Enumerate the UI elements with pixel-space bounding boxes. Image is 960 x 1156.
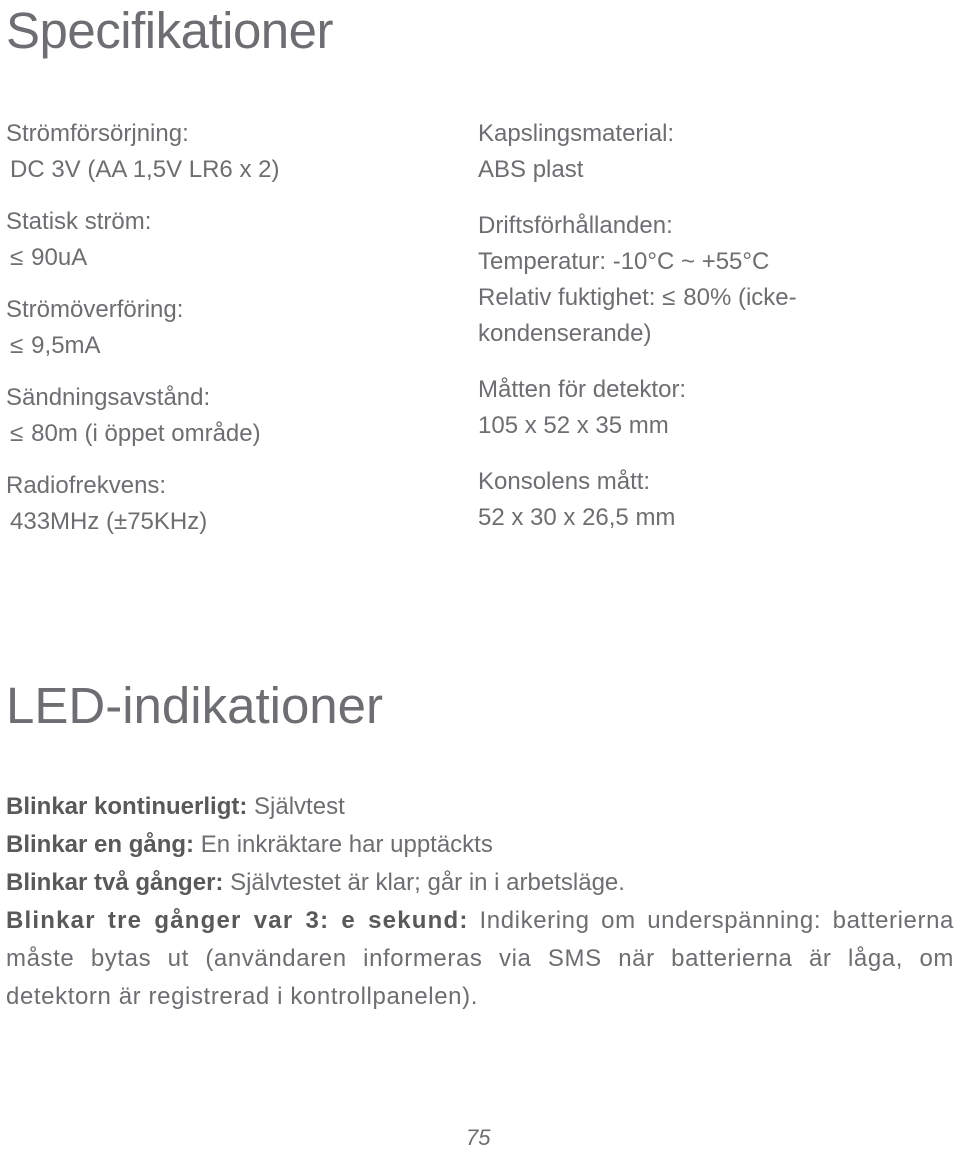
spec-detector-size — [478, 372, 948, 444]
section-title-led: LED-indikationer — [6, 677, 384, 734]
spec-value: ≤ 9,5mA — [6, 328, 446, 364]
spec-humidity: Relativ fuktighet: ≤ 80% (icke- — [478, 280, 948, 316]
spec-housing — [478, 116, 948, 188]
led-description: En inkräktare har upptäckts — [200, 831, 493, 858]
spec-static-current — [6, 204, 446, 276]
spec-value: 433MHz (±75KHz) — [10, 508, 208, 535]
spec-label: Kapslingsmaterial: — [478, 120, 675, 147]
page-title: Specifikationer — [6, 2, 334, 59]
spec-label: Driftsförhållanden: — [478, 212, 673, 239]
spec-label: Strömöverföring: — [6, 296, 184, 323]
spec-value: ≤ 90uA — [6, 240, 446, 276]
spec-value: 105 x 52 x 35 mm — [478, 412, 669, 439]
led-description: Indikering om underspänning: batterierna måste bytas ut (användaren informeras via SMS när batterierna är låga, om detektorn är registrerad i kontrollpanelen). — [6, 907, 954, 1010]
spec-value: 52 x 30 x 26,5 mm — [478, 504, 676, 531]
spec-temperature: Temperatur: -10°C ~ +55°C — [478, 248, 770, 275]
spec-value: ABS plast — [478, 156, 584, 183]
spec-radio-frequency — [6, 468, 446, 540]
spec-value: DC 3V (AA 1,5V LR6 x 2) — [10, 156, 280, 183]
spec-operating-conditions — [478, 208, 948, 352]
less-or-equal-symbol: ≤ — [662, 284, 676, 311]
spec-transmit-current — [6, 292, 446, 364]
spec-label: Konsolens mått: — [478, 468, 651, 495]
specs-left-column — [6, 116, 446, 556]
spec-label: Statisk ström: — [6, 208, 152, 235]
spec-label: Radiofrekvens: — [6, 472, 167, 499]
led-description: Självtestet är klar; går in i arbetsläge. — [230, 869, 625, 896]
list-item — [6, 788, 954, 826]
less-or-equal-symbol: ≤ — [10, 244, 24, 271]
less-or-equal-symbol: ≤ — [10, 332, 24, 359]
list-item — [6, 864, 954, 902]
led-term: Blinkar tre gånger var 3: e sekund: — [6, 907, 469, 934]
spec-value: ≤ 80m (i öppet område) — [6, 416, 446, 452]
spec-humidity-continued: kondenserande) — [478, 320, 652, 347]
spec-label: Måtten för detektor: — [478, 376, 687, 403]
specs-right-column — [478, 116, 948, 556]
page-number: 75 — [466, 1125, 491, 1150]
led-term: Blinkar en gång: — [6, 831, 195, 858]
led-description: Självtest — [254, 793, 345, 820]
less-or-equal-symbol: ≤ — [10, 420, 24, 447]
list-item — [6, 902, 954, 1016]
spec-label: Sändningsavstånd: — [6, 384, 211, 411]
spec-transmit-distance — [6, 380, 446, 452]
spec-bracket-size — [478, 464, 948, 536]
led-term: Blinkar kontinuerligt: — [6, 793, 248, 820]
led-indications-list — [6, 788, 954, 1016]
spec-label: Strömförsörjning: — [6, 120, 189, 147]
spec-power-supply — [6, 116, 446, 188]
led-term: Blinkar två gånger: — [6, 869, 224, 896]
list-item — [6, 826, 954, 864]
